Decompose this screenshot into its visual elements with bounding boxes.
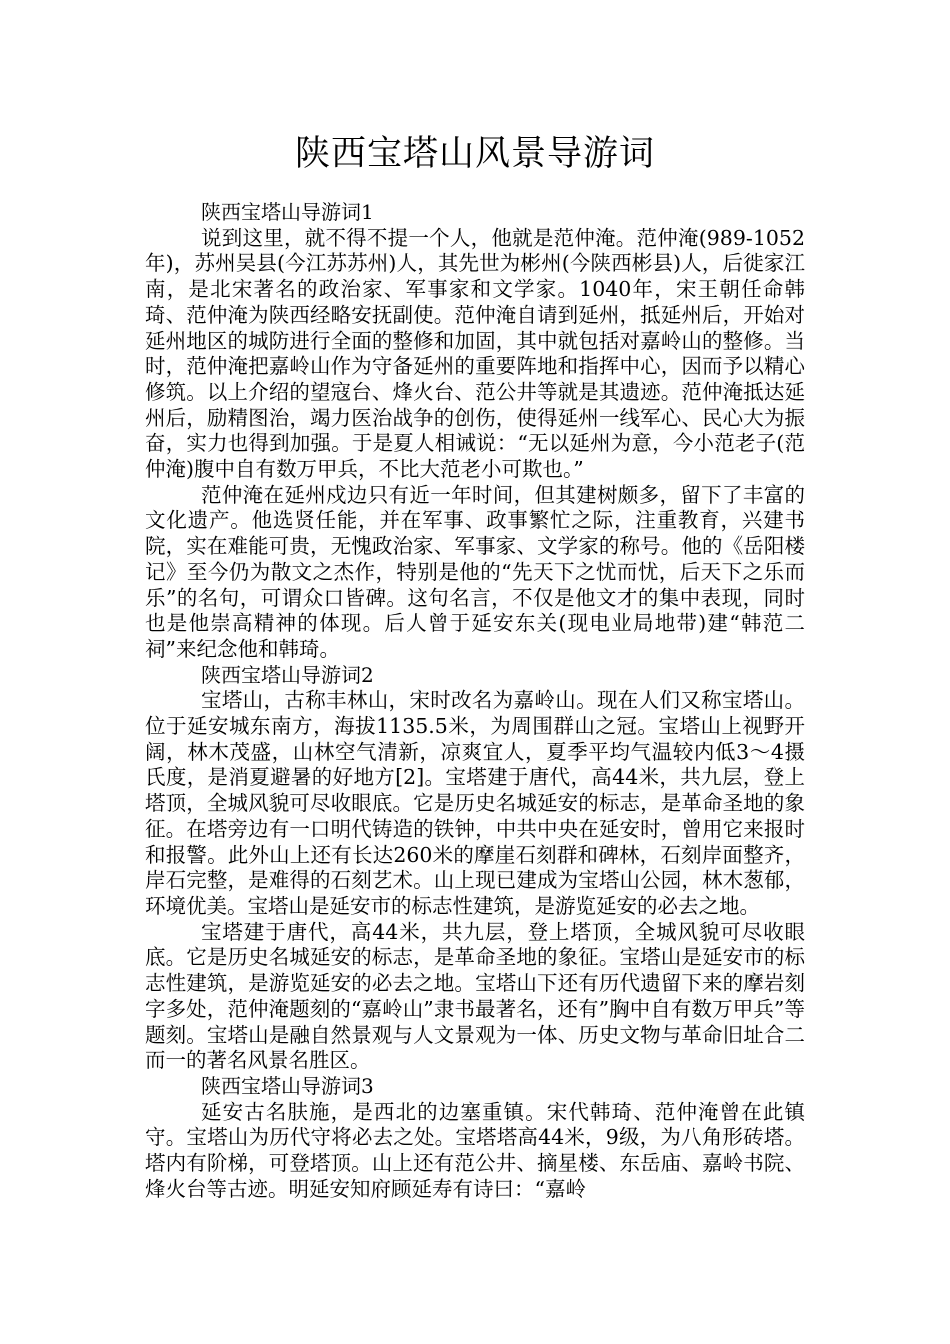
paragraph: 范仲淹在延州戍边只有近一年时间，但其建树颇多，留下了丰富的文化遗产。他选贤任能，并在军事、政事繁忙之际，注重教育，兴建书院，实在难能可贵，无愧政治家、军事家、文学家的称号。他的《岳阳楼记》至今仍为散文之杰作，特别是他的“先天下之忧而忧，后天下之乐而乐”的名句，可谓众口皆碑。这句名言，不仅是他文才的集中表现，同时也是他崇高精神的体现。后人曾于延安东关(现电业局地带)建“韩范二祠”来纪念他和韩琦。 xyxy=(145,482,805,661)
section-2 xyxy=(145,663,805,1074)
paragraph: 宝塔建于唐代，高44米，共九层，登上塔顶，全城风貌可尽收眼底。它是历史名城延安的标志，是革命圣地的象征。宝塔山是延安市的标志性建筑，是游览延安的必去之地。宝塔山下还有历代遗留下来的摩岩刻字多处，范仲淹题刻的“嘉岭山”隶书最著名，还有”胸中自有数万甲兵”等题刻。宝塔山是融自然景观与人文景观为一体、历史文物与革命旧址合二而一的著名风景名胜区。 xyxy=(145,919,805,1073)
section-1 xyxy=(145,200,805,663)
document-page xyxy=(145,0,805,1202)
section-heading: 陕西宝塔山导游词3 xyxy=(201,1073,374,1098)
section-3 xyxy=(145,1074,805,1203)
section-heading: 陕西宝塔山导游词2 xyxy=(201,662,374,687)
document-title: 陕西宝塔山风景导游词 xyxy=(294,134,655,174)
document-body xyxy=(145,200,805,1202)
paragraph: 宝塔山，古称丰林山，宋时改名为嘉岭山。现在人们又称宝塔山。位于延安城东南方，海拔1135.5米，为周围群山之冠。宝塔山上视野开阔，林木茂盛，山林空气清新，凉爽宜人，夏季平均气温较内低3～4摄氏度，是消夏避暑的好地方[2]。宝塔建于唐代，高44米，共九层，登上塔顶，全城风貌可尽收眼底。它是历史名城延安的标志，是革命圣地的象征。在塔旁边有一口明代铸造的铁钟，中共中央在延安时，曾用它来报时和报警。此外山上还有长达260米的摩崖石刻群和碑林，石刻岸面整齐，岸石完整，是难得的石刻艺术。山上现已建成为宝塔山公园，林木葱郁，环境优美。宝塔山是延安市的标志性建筑，是游览延安的必去之地。 xyxy=(145,688,805,918)
paragraph: 延安古名肤施，是西北的边塞重镇。宋代韩琦、范仲淹曾在此镇守。宝塔山为历代守将必去之处。宝塔塔高44米，9级，为八角形砖塔。塔内有阶梯，可登塔顶。山上还有范公井、摘星楼、东岳庙、嘉岭书院、烽火台等古迹。明延安知府顾延寿有诗曰：“嘉岭 xyxy=(145,1099,805,1201)
section-heading: 陕西宝塔山导游词1 xyxy=(201,200,374,224)
paragraph: 说到这里，就不得不提一个人，他就是范仲淹。范仲淹(989-1052年)，苏州吴县(今江苏苏州)人，其先世为彬州(今陕西彬县)人，后徙家江南，是北宋著名的政治家、军事家和文学家。1040年，宋王朝任命韩琦、范仲淹为陕西经略安抚副使。范仲淹自请到延州，抵延州后，开始对延州地区的城防进行全面的整修和加固，其中就包括对嘉岭山的整修。当时，范仲淹把嘉岭山作为守备延州的重要阵地和指挥中心，因而予以精心修筑。以上介绍的望寇台、烽火台、范公井等就是其遗迹。范仲淹抵达延州后，励精图治，竭力医治战争的创伤，使得延州一线军心、民心大为振奋，实力也得到加强。于是夏人相诫说：“无以延州为意，今小范老子(范仲淹)腹中自有数万甲兵，不比大范老小可欺也。” xyxy=(145,225,805,482)
